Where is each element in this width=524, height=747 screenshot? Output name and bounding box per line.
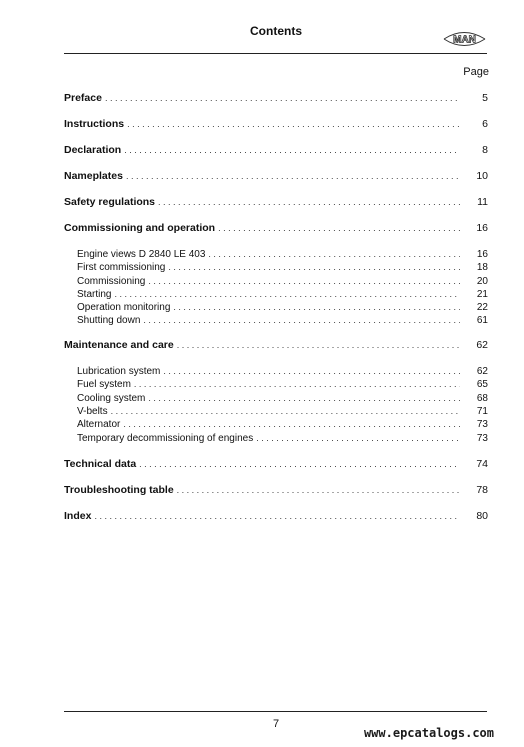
toc-title: Shutting down [77, 315, 141, 326]
toc-page: 78 [476, 484, 488, 496]
leader-dots [168, 260, 460, 274]
toc-subentry[interactable] [77, 274, 488, 288]
toc-title: Safety regulations [64, 196, 156, 208]
toc-page: 5 [482, 92, 488, 104]
toc-page: 10 [476, 170, 488, 182]
toc-title: Declaration [64, 144, 122, 156]
toc-title: Operation monitoring [77, 302, 171, 313]
toc-page: 73 [476, 433, 488, 444]
toc-title: Instructions [64, 118, 125, 130]
toc-subentry[interactable] [77, 260, 488, 274]
leader-dots [177, 338, 460, 352]
toc-page: 74 [476, 458, 488, 470]
footer-page-number: 7 [272, 718, 280, 730]
toc-title: First commissioning [77, 262, 166, 273]
toc-subentry[interactable] [77, 391, 488, 405]
leader-dots [148, 274, 460, 288]
man-logo [443, 30, 486, 47]
toc-page: 80 [476, 510, 488, 522]
leader-dots [173, 300, 460, 314]
toc-title: Index [64, 510, 92, 522]
toc-page: 6 [482, 118, 488, 130]
toc-subentry[interactable] [77, 364, 488, 378]
logo-text: MAN [453, 34, 476, 46]
toc-entry-safety-regulations[interactable] [64, 195, 488, 209]
watermark: www.epcatalogs.com [363, 726, 494, 740]
toc-title: Temporary decommissioning of engines [77, 433, 254, 444]
page-column-label: Page [463, 66, 489, 78]
toc-subentry[interactable] [77, 404, 488, 418]
toc-subentry[interactable] [77, 377, 488, 391]
toc-page: 21 [476, 289, 488, 300]
toc-page: 20 [476, 276, 488, 287]
toc-page: 62 [476, 366, 488, 377]
toc-title: Preface [64, 92, 102, 104]
toc-subentry[interactable] [77, 247, 488, 261]
toc-page: 22 [476, 302, 488, 313]
toc-page: 11 [477, 196, 488, 208]
leader-dots [218, 221, 460, 235]
toc-entry-preface[interactable] [64, 91, 488, 105]
leader-dots [127, 117, 460, 131]
footer-rule [64, 711, 487, 712]
toc-page: 65 [476, 379, 488, 390]
toc-subentry[interactable] [77, 431, 488, 445]
toc-entry-index[interactable] [64, 509, 488, 523]
toc-title: Engine views D 2840 LE 403 [77, 249, 206, 260]
page-title: Contents [250, 24, 302, 38]
leader-dots [139, 457, 460, 471]
toc-entry-maintenance-and-care[interactable] [64, 338, 488, 352]
leader-dots [114, 287, 460, 301]
header-rule [64, 53, 487, 54]
toc-title: Commissioning and operation [64, 222, 216, 234]
toc-title: Starting [77, 289, 112, 300]
toc-page: 61 [476, 315, 488, 326]
leader-dots [143, 313, 460, 327]
toc-title: V-belts [77, 406, 108, 417]
leader-dots [158, 195, 460, 209]
leader-dots [111, 404, 460, 418]
toc-title: Alternator [77, 419, 121, 430]
leader-dots [124, 143, 460, 157]
toc-page: 16 [476, 249, 488, 260]
toc-title: Maintenance and care [64, 339, 174, 351]
leader-dots [105, 91, 460, 105]
toc-title: Commissioning [77, 276, 146, 287]
toc-page: 8 [482, 144, 488, 156]
toc-entry-commissioning-and-operation[interactable] [64, 221, 488, 235]
toc-page: 71 [476, 406, 488, 417]
toc-entry-instructions[interactable] [64, 117, 488, 131]
leader-dots [148, 391, 460, 405]
leader-dots [256, 431, 460, 445]
leader-dots [208, 247, 460, 261]
leader-dots [163, 364, 460, 378]
toc-subentry[interactable] [77, 417, 488, 431]
toc-entry-declaration[interactable] [64, 143, 488, 157]
leader-dots [134, 377, 460, 391]
toc-title: Nameplates [64, 170, 123, 182]
leader-dots [177, 483, 460, 497]
toc-page: 68 [476, 393, 488, 404]
toc-title: Lubrication system [77, 366, 161, 377]
toc-title: Fuel system [77, 379, 131, 390]
toc-entry-technical-data[interactable] [64, 457, 488, 471]
toc-page: 16 [476, 222, 488, 234]
leader-dots [123, 417, 460, 431]
toc-title: Technical data [64, 458, 137, 470]
toc-subentry[interactable] [77, 300, 488, 314]
leader-dots [126, 169, 460, 183]
toc-entry-troubleshooting-table[interactable] [64, 483, 488, 497]
toc-title: Troubleshooting table [64, 484, 174, 496]
toc-page: 18 [476, 262, 488, 273]
toc-entry-nameplates[interactable] [64, 169, 488, 183]
toc-title: Cooling system [77, 393, 146, 404]
toc-page: 73 [476, 419, 488, 430]
toc-subentry[interactable] [77, 313, 488, 327]
leader-dots [94, 509, 460, 523]
toc-subentry[interactable] [77, 287, 488, 301]
toc-page: 62 [476, 339, 488, 351]
